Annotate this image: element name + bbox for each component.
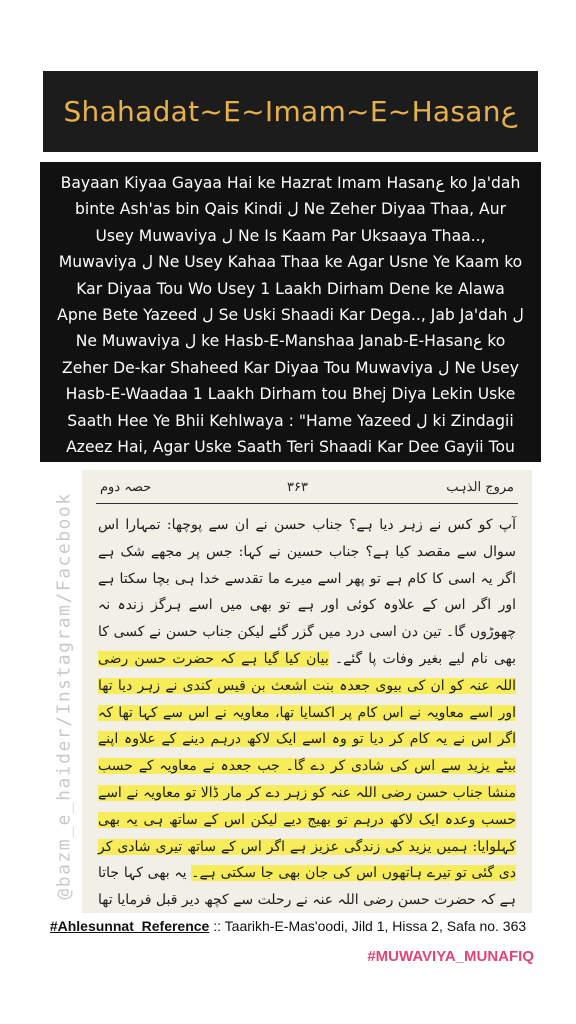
caption-box xyxy=(40,162,541,462)
watermark-text: @bazm_e_haider/Instagram/Facebook xyxy=(53,492,75,900)
book-page-number: ۳۶۳ xyxy=(287,480,308,495)
reference-tag[interactable]: #Ahlesunnat_Reference xyxy=(49,918,210,934)
book-text-before: آپ کو کس نے زہر دیا ہے؟ جناب حسن نے ان سے پوچھا: تمہارا اس سوال سے مقصد کیا ہے؟ جناب حسین نے کہا: جس پر مجھے شک ہے اگر یہ اسی کا کام ہے تو پھر اسے میرے ما تقدسے خدا ہی بچا سکتا ہے اور اگر اس کے علاوہ کوئی اور ہے تو بھی میں اسے ہرگز زندہ نہ چھوڑوں گا۔ تین دن اسی درد میں گزر گئے لیکن جناب حسن نے کسی کا بھی نام لیے بغیر وفات پا گئے۔ xyxy=(98,517,517,667)
watermark xyxy=(49,476,79,916)
title-banner xyxy=(43,71,538,152)
reference-text: :: Taarikh-E-Mas'oodi, Jild 1, Hissa 2, Safa no. 363 xyxy=(209,918,527,934)
post-title: Shahadat~E~Imam~E~Hasanع xyxy=(63,95,518,128)
book-page-header xyxy=(82,480,532,502)
book-title: مروج الذہب xyxy=(446,480,514,495)
book-page-scan xyxy=(82,470,532,913)
book-section-label: حصہ دوم xyxy=(100,480,152,495)
book-text-highlighted: بیان کیا گیا ہے کہ حضرت حسن رضی اللہ عنہ کو ان کی بیوی جعدہ بنت اشعث بن قیس کندی نے زہر دیا تھا اور اسے معاویہ نے اس کام پر اکسایا تھا، معاویہ نے اس سے کہا تھا کہ اگر اس نے یہ کام کر دیا تو وہ اسے ایک لاکھ درہم دینے کے علاوہ اپنے بیٹے یزید سے اس کی شادی کر دے گا۔ جب جعدہ نے معاویہ کے حسب منشا جناب حسن رضی اللہ عنہ کو زہر دے کر مار ڈالا تو معاویہ نے اسے حسب وعدہ ایک لاکھ درہم تو بھیج دیے لیکن اس کے ساتھ ہی یہ بھی کہلوایا: ہمیں یزید کی زندگی عزیز ہے اگر اس کے ساتھ تیری شادی کر دی گئی تو تیرے ہاتھوں اس کی جان بھی جا سکتی ہے۔ xyxy=(98,650,516,882)
reference-line xyxy=(0,918,576,942)
hashtag[interactable]: #MUWAVIYA_MUNAFIQ xyxy=(367,948,534,965)
book-body-text xyxy=(98,512,516,913)
book-text-after: یہ بھی کہا جاتا ہے کہ حضرت حسن رضی اللہ عنہ نے رحلت سے کچھ دیر قبل فرمایا تھا xyxy=(98,865,516,909)
caption-paragraph: Bayaan Kiyaa Gayaa Hai ke Hazrat Imam Hasanع ko Ja'dah binte Ash'as bin Qais Kindi ل Ne Zeher Diyaa Thaa, Aur Usey Muwaviya ل Ne Is Kaam Par Uksaaya Thaa.., Muwaviya ل Ne Usey Kahaa Thaa ke Agar Usne Ye Kaam ko Kar Diyaa Tou Wo Usey 1 Laakh Dirham Dene ke Alawa Apne Bete Yazeed ل Se Uski Shaadi Kar Dega.., Jab Ja'dah ل Ne Muwaviya ل ke Hasb-E-Manshaa Janab-E-Hasanع ko Zeher De-kar Shaheed Kar Diyaa Tou Muwaviya ل Ne Usey Hasb-E-Waadaa 1 Laakh Dirham tou Bhej Diya Lekin Uske Saath Hee Ye Bhii Kehlwaya : "Hame Yazeed ل ki Zindagii Azeez Hai, Agar Uske Saath Teri Shaadi Kar Dee Gayii Tou xyxy=(57,174,524,457)
header-divider xyxy=(96,503,518,504)
